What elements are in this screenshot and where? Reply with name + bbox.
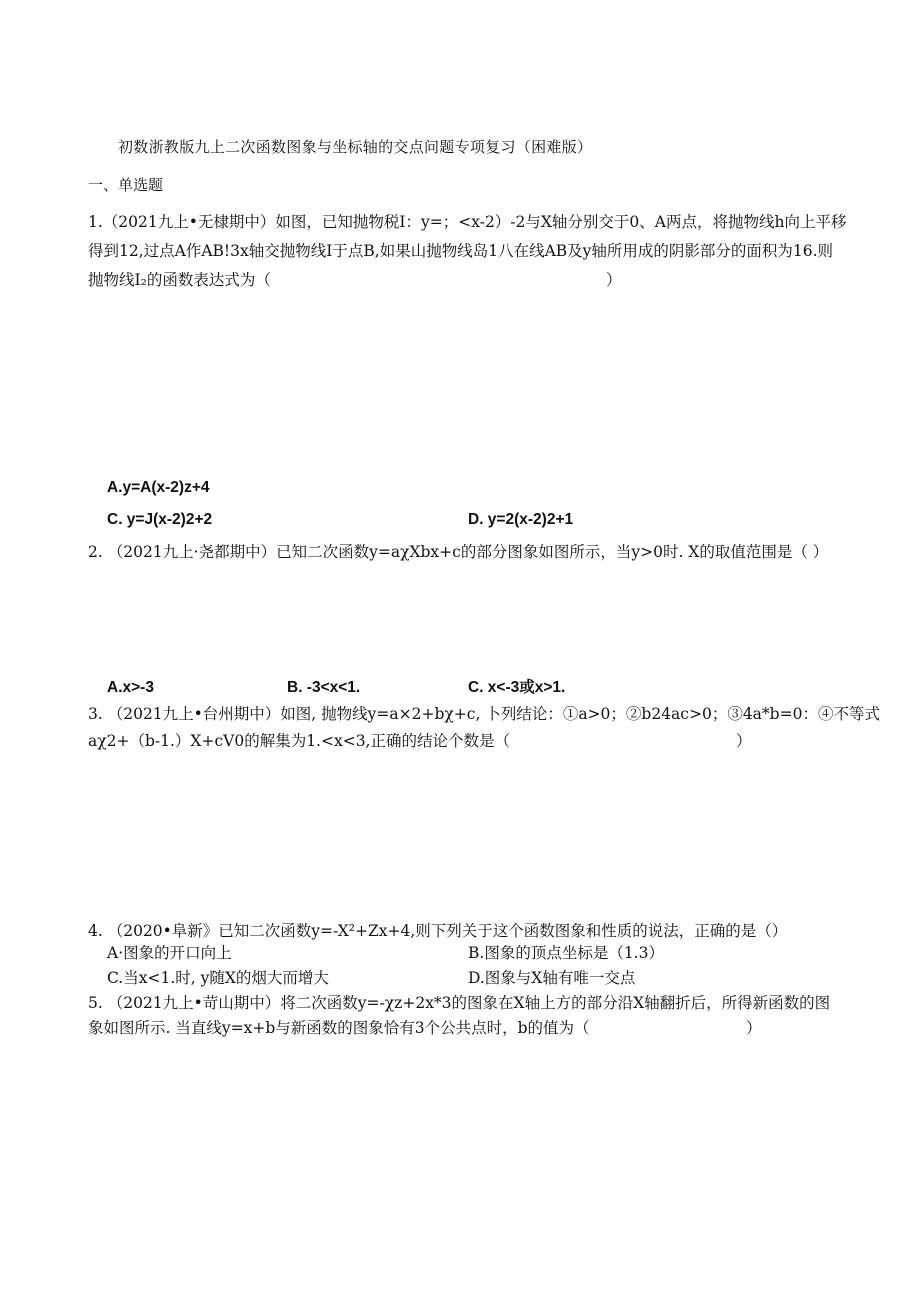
question-4-option-b: B.图象的顶点坐标是（1.3） [468, 944, 664, 962]
question-3-line-1: 3. （2021九上•台州期中）如图, 抛物线y=a×2+bχ+c, 卜列结论：①a>0；②b24ac>0；③4a*b=0：④不等式 [88, 705, 880, 723]
question-4-option-a: A·图象的开口向上 [107, 944, 232, 962]
question-1-blank-close: ） [606, 271, 622, 289]
question-5-blank-close: ） [746, 1019, 762, 1037]
question-5-line-2: 象如图所示. 当直线y=x+b与新函数的图象恰有3个公共点时，b的值为（ [88, 1019, 590, 1037]
question-1-option-c: C. y=J(x-2)2+2 [107, 511, 213, 528]
question-1-option-a: A.y=A(x-2)z+4 [107, 479, 210, 496]
question-4-option-c: C.当x<1.时, y随X的烟大而增大 [107, 969, 329, 987]
question-2-option-c: C. x<-3或x>1. [468, 679, 566, 696]
question-4-line-1: 4. （2020•阜新》已知二次函数y=-X²+Zx+4,则下列关于这个函数图象和性质的说法，正确的是（） [88, 922, 788, 940]
question-5-line-1: 5. （2021九上•苛山期中）将二次函数y=-χz+2x*3的图象在X轴上方的部分沿X轴翻折后，所得新函数的图 [88, 994, 831, 1012]
document-title: 初数浙教版九上二次函数图象与坐标轴的交点问题专项复习（困难版） [118, 138, 593, 156]
question-1-line-2: 得到12,过点A作AB!3x轴交抛物线I于点B,如果山抛物线岛1八在线AB及y轴所用成的阴影部分的面积为16.则 [88, 242, 834, 260]
question-4-option-d: D.图象与X轴有唯一交点 [468, 969, 636, 987]
question-1-option-d: D. y=2(x-2)2+1 [468, 511, 574, 528]
question-1-line-3: 抛物线I₂的函数表达式为（ [88, 271, 271, 289]
question-3-line-2: aχ2+（b-1.）X+cV0的解集为1.<x<3,正确的结论个数是（ [88, 732, 510, 750]
section-heading: 一、单选题 [88, 176, 164, 194]
question-3-blank-close: ） [736, 732, 752, 750]
question-1-line-1: 1.（2021九上•无棣期中）如图，已知抛物税I：y=；<x-2）-2与X轴分别交于0、A两点，将抛物线h向上平移 [88, 213, 847, 231]
question-2-option-a: A.x>-3 [107, 679, 154, 696]
question-2-option-b: B. -3<x<1. [287, 679, 361, 696]
question-2-line-1: 2. （2021九上·尧都期中）已知二次函数y=aχXbx+c的部分图象如图所示，当y>0时. X的取值范围是（ ） [88, 543, 829, 561]
